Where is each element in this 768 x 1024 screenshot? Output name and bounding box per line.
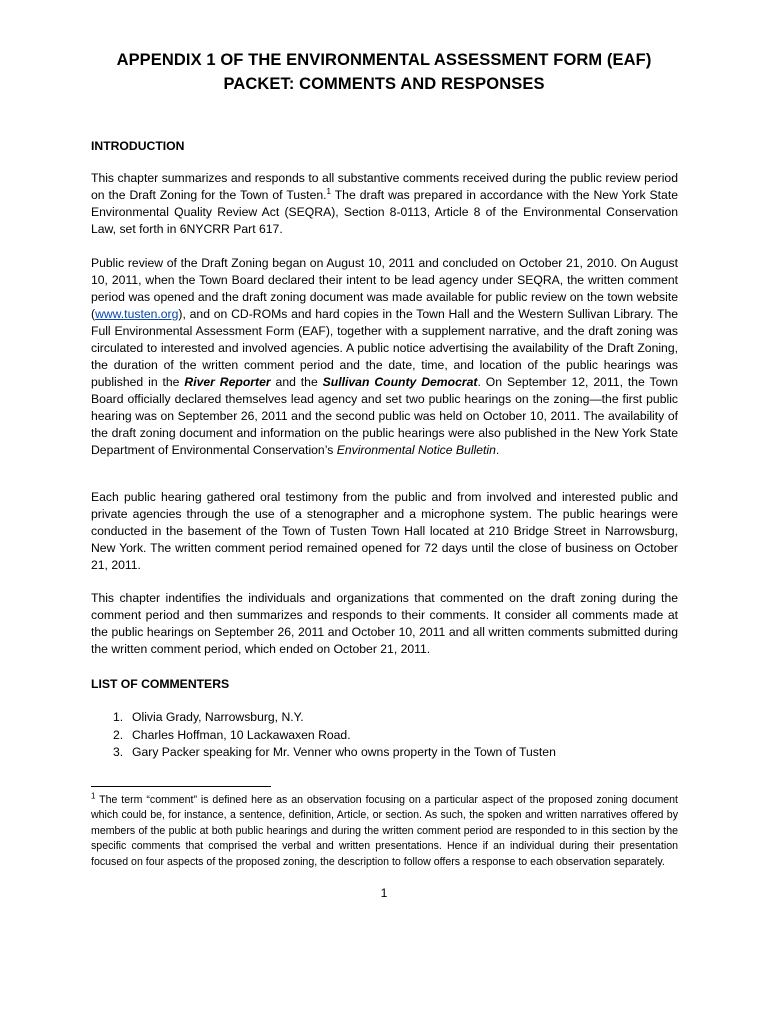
list-item-number: 3. [113,745,124,759]
p2-text-e: . [495,443,500,457]
intro-paragraph-3: Each public hearing gathered oral testimony from the public and from involved and interested public and private agencies through the use of a stenographer and a microphone system. The public hearings were conducted in the basement of the Town of Tusten Town Hall located at 210 Bridge Street in Narrowsburg, New York. The written comment period remained opened for 72 days until the close of business on October 21, 2011. [91,490,678,572]
document-title [60,48,708,96]
list-item [91,744,691,762]
page-number: 1 [380,886,388,900]
title-line-1: APPENDIX 1 OF THE ENVIRONMENTAL ASSESSMENT FORM (EAF) [116,51,652,69]
commenters-heading: LIST OF COMMENTERS [91,677,230,691]
footnote-ref-1: 1 [326,186,331,196]
footnote [91,793,678,870]
p2-text-b: ), and on CD-ROMs and hard copies in the Town Hall and the Western Sullivan Library. The Full Environmental Assessment Form (EAF), together with a supplement narrative, and the draft zoning was circulated to interested and involved agencies. A public notice advertising the availability of the Draft Zoning, the duration of the written comment period and the date, time, and location of the public hearings was published in the [91,307,678,389]
p1-text-a: This chapter summarizes and responds to all substantive comments received during the public review period on the Draft Zoning for the Town of Tusten. [91,171,678,202]
intro-paragraph-4: This chapter indentifies the individuals and organizations that commented on the draft zoning during the comment period and then summarizes and responds to their comments. It consider all comments made at the public hearings on September 26, 2011 and October 10, 2011 and all written comments submitted during the written comment period, which ended on October 21, 2011. [91,591,678,656]
p2-text-a: Public review of the Draft Zoning began on August 10, 2011 and concluded on October 21, 2010. On August 10, 2011, when the Town Board declared their intent to be lead agency under SEQRA, the written comment period was opened and the draft zoning document was made available for public review on the town website ( [91,256,678,321]
footnote-text: The term “comment” is defined here as an observation focusing on a particular aspect of the proposed zoning document which could be, for instance, a sentence, definition, Article, or section. As such, the spoken and written narratives offered by members of the public at both public hearings and during the written comment period are responded to in this section by the specific comments that comprised the verbal and written presentations. Hence if an individual during their presentation focused on four aspects of the proposed zoning, the description to follow offers a response to each observation separately. [91,794,678,868]
introduction-heading: INTRODUCTION [91,139,185,153]
intro-paragraph-1 [91,170,678,238]
list-item-number: 1. [113,710,124,724]
p2-text-c: and the [270,375,323,389]
footnote-separator [91,786,271,787]
title-line-2: PACKET: COMMENTS AND RESPONSES [223,75,545,93]
list-item-text: Gary Packer speaking for Mr. Venner who owns property in the Town of Tusten [132,745,556,759]
list-item [91,727,691,745]
p2-river-reporter: River Reporter [184,375,271,389]
list-item-number: 2. [113,727,124,742]
p2-text-d: . On September 12, 2011, the Town Board officially declared themselves lead agency and set two public hearings on the zoning—the first public hearing was on September 26, 2011 and the second public was held on October 10, 2011. The availability of the draft zoning document and information on the public hearings were also published in the New York State Department of Environmental Conservation’s [91,375,678,457]
tusten-website-link[interactable]: www.tusten.org [95,307,179,321]
intro-paragraph-2 [91,255,678,459]
list-item [91,709,691,727]
p2-sullivan-county-democrat: Sullivan County Democrat [322,375,478,389]
commenters-list [91,709,691,762]
p1-text-b: The draft was prepared in accordance with the New York State Environmental Quality Review Act (SEQRA), Section 8-0113, Article 8 of the Environmental Conservation Law, set forth in 6NYCRR Part 617. [91,188,678,236]
footnote-marker: 1 [91,791,96,801]
list-item-text: Olivia Grady, Narrowsburg, N.Y. [132,710,304,724]
p2-notice-bulletin: Environmental Notice Bulletin [336,443,496,457]
list-item-text: Charles Hoffman, 10 Lackawaxen Road. [132,727,351,742]
